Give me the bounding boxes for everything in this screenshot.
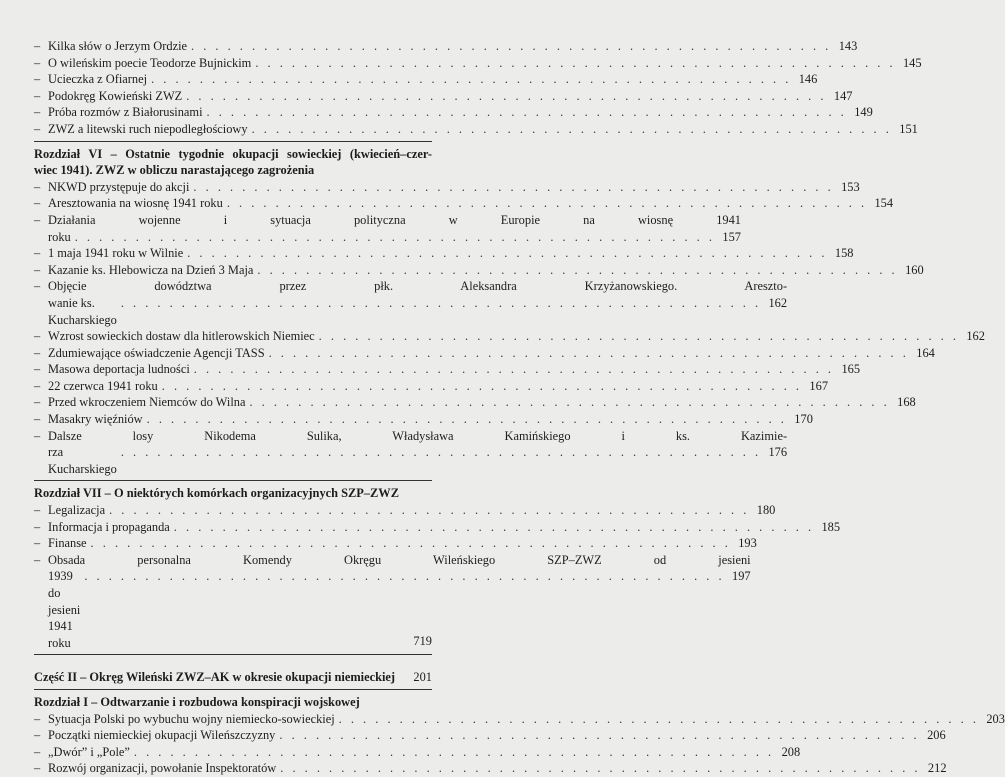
entry-page-number: 206 bbox=[927, 728, 946, 743]
page-number: 719 bbox=[413, 634, 432, 648]
part-page-number: 201 bbox=[413, 670, 432, 685]
entry-page-number: 168 bbox=[897, 395, 916, 410]
dot-leader: . . . . . . . . . . . . . . . . . . . . . . . . . . . . . . . . . . . . . . . . . . . . . . . . . . . . . bbox=[187, 246, 828, 261]
dot-leader: . . . . . . . . . . . . . . . . . . . . . . . . . . . . . . . . . . . . . . . . . . . . . . . . . . . . . bbox=[173, 519, 815, 534]
entry-page-number: 162 bbox=[966, 329, 985, 344]
entry-dash: – bbox=[34, 212, 41, 227]
entry-title: NKWD przystępuje do akcji bbox=[48, 179, 190, 194]
dot-leader: . . . . . . . . . . . . . . . . . . . . . . . . . . . . . . . . . . . . . . . . . . . . . . . . . . . . . bbox=[120, 295, 762, 310]
entry-title: Próba rozmów z Białorusinami bbox=[48, 105, 203, 120]
dot-leader: . . . . . . . . . . . . . . . . . . . . . . . . . . . . . . . . . . . . . . . . . . . . . . . . . . . . . bbox=[161, 378, 803, 393]
entry-title-line2: 1939 do jesieni 1941 roku bbox=[48, 569, 81, 650]
entry-dash: – bbox=[34, 378, 41, 393]
entry-title: Rozwój organizacji, powołanie Inspektoratów bbox=[48, 761, 277, 776]
entry-title: 22 czerwca 1941 roku bbox=[48, 378, 158, 393]
entry-title: Aresztowania na wiosnę 1941 roku bbox=[48, 196, 223, 211]
entry-dash: – bbox=[34, 519, 41, 534]
entry-title-line2: rza Kucharskiego bbox=[48, 445, 117, 476]
dot-leader: . . . . . . . . . . . . . . . . . . . . . . . . . . . . . . . . . . . . . . . . . . . . . . . . . . . . . bbox=[193, 179, 834, 194]
toc-entry bbox=[34, 278, 788, 328]
section-divider bbox=[34, 141, 432, 142]
entry-title: Kilka słów o Jerzym Ordzie bbox=[48, 39, 188, 53]
toc-entry bbox=[34, 727, 946, 744]
toc-entry bbox=[34, 760, 947, 777]
entry-page-number: 145 bbox=[902, 55, 922, 70]
dot-leader: . . . . . . . . . . . . . . . . . . . . . . . . . . . . . . . . . . . . . . . . . . . . . . . . . . . . . bbox=[226, 196, 868, 211]
dot-leader: . . . . . . . . . . . . . . . . . . . . . . . . . . . . . . . . . . . . . . . . . . . . . . . . . . . . . bbox=[146, 412, 787, 427]
toc-entry bbox=[34, 121, 918, 138]
dot-leader: . . . . . . . . . . . . . . . . . . . . . . . . . . . . . . . . . . . . . . . . . . . . . . . . . . . . . bbox=[151, 72, 792, 87]
entry-page-number: 160 bbox=[905, 262, 924, 277]
chapter6-entries-c bbox=[34, 328, 985, 428]
toc-entry bbox=[34, 378, 829, 395]
entry-page-number: 208 bbox=[781, 744, 801, 759]
toc-entry bbox=[34, 744, 801, 761]
toc-entry bbox=[34, 88, 853, 105]
entry-page-number: 170 bbox=[794, 412, 813, 427]
entry-title: Finanse bbox=[48, 536, 87, 551]
dot-leader: . . . . . . . . . . . . . . . . . . . . . . . . . . . . . . . . . . . . . . . . . . . . . . . . . . . . . bbox=[279, 728, 920, 743]
entry-page-number: 147 bbox=[833, 88, 853, 103]
toc-entry bbox=[34, 552, 751, 652]
entry-dash: – bbox=[34, 428, 41, 443]
entry-page-number: 176 bbox=[768, 445, 788, 460]
dot-leader: . . . . . . . . . . . . . . . . . . . . . . . . . . . . . . . . . . . . . . . . . . . . . . . . . . . . . bbox=[251, 121, 892, 136]
entry-title: O wileńskim poecie Teodorze Bujnickim bbox=[48, 55, 252, 70]
dot-leader: . . . . . . . . . . . . . . . . . . . . . . . . . . . . . . . . . . . . . . . . . . . . . . . . . . . . . bbox=[193, 362, 835, 377]
entry-dash: – bbox=[34, 744, 41, 759]
entry-dash: – bbox=[34, 503, 41, 518]
toc-entry bbox=[34, 55, 922, 72]
toc-entry bbox=[34, 262, 924, 279]
entry-page-number: 151 bbox=[899, 121, 918, 136]
entry-dash: – bbox=[34, 88, 41, 103]
section-divider bbox=[34, 654, 432, 655]
entry-dash: – bbox=[34, 552, 41, 567]
entry-title: Ucieczka z Ofiarnej bbox=[48, 72, 148, 87]
toc-entry bbox=[34, 411, 813, 428]
section-divider bbox=[34, 689, 432, 690]
dot-leader: . . . . . . . . . . . . . . . . . . . . . . . . . . . . . . . . . . . . . . . . . . . . . . . . . . . . . bbox=[109, 503, 750, 518]
toc-entry bbox=[34, 212, 741, 245]
entry-title-line1: Obsada personalna Komendy Okręgu Wileńskiego SZP–ZWZ od jesieni bbox=[48, 552, 751, 567]
entry-title: Legalizacja bbox=[48, 503, 106, 518]
chapter-heading-1 bbox=[34, 694, 432, 711]
entry-dash: – bbox=[34, 728, 41, 743]
entry-page-number: 162 bbox=[768, 295, 788, 310]
table-of-contents bbox=[34, 38, 1005, 777]
toc-entry bbox=[34, 428, 788, 478]
entry-dash: – bbox=[34, 711, 41, 726]
dot-leader: . . . . . . . . . . . . . . . . . . . . . . . . . . . . . . . . . . . . . . . . . . . . . . . . . . . . . bbox=[74, 229, 715, 244]
spacer bbox=[34, 659, 432, 669]
part-heading-2 bbox=[34, 669, 432, 686]
entry-title: Początki niemieckiej okupacji Wileńszczyzny bbox=[48, 728, 276, 743]
entry-title: Masakry więźniów bbox=[48, 412, 143, 427]
entry-title: Zdumiewające oświadczenie Agencji TASS bbox=[48, 345, 265, 360]
entry-title: ZWZ a litewski ruch niepodległościowy bbox=[48, 121, 248, 136]
dot-leader: . . . . . . . . . . . . . . . . . . . . . . . . . . . . . . . . . . . . . . . . . . . . . . . . . . . . . bbox=[249, 395, 890, 410]
entry-page-number: 197 bbox=[732, 569, 751, 584]
entry-title-line2: wanie ks. Kucharskiego bbox=[48, 295, 117, 327]
entry-title: Przed wkroczeniem Niemców do Wilna bbox=[48, 395, 246, 410]
toc-entry bbox=[34, 38, 858, 55]
toc-entry bbox=[34, 345, 935, 362]
toc-entry bbox=[34, 179, 860, 196]
dot-leader: . . . . . . . . . . . . . . . . . . . . . . . . . . . . . . . . . . . . . . . . . . . . . . . . . . . . . bbox=[206, 105, 847, 120]
entry-page-number: 153 bbox=[841, 179, 860, 194]
entry-dash: – bbox=[34, 121, 41, 136]
dot-leader: . . . . . . . . . . . . . . . . . . . . . . . . . . . . . . . . . . . . . . . . . . . . . . . . . . . . . bbox=[84, 569, 725, 584]
entry-page-number: 212 bbox=[927, 761, 947, 776]
toc-entry bbox=[34, 245, 854, 262]
chapter-title-line1: Rozdział VI – Ostatnie tygodnie okupacji sowieckiej (kwiecień–czer- bbox=[34, 146, 432, 161]
dot-leader: . . . . . . . . . . . . . . . . . . . . . . . . . . . . . . . . . . . . . . . . . . . . . . . . . . . . . bbox=[133, 744, 775, 759]
entry-dash: – bbox=[34, 412, 41, 427]
entry-dash: – bbox=[34, 72, 41, 87]
toc-entry bbox=[34, 535, 757, 552]
entry-page-number: 193 bbox=[738, 536, 757, 551]
entry-dash: – bbox=[34, 55, 41, 70]
entry-dash: – bbox=[34, 39, 41, 53]
entry-dash: – bbox=[34, 536, 41, 551]
chapter6-entries-a bbox=[34, 179, 894, 212]
entry-page-number: 167 bbox=[809, 378, 829, 393]
dot-leader: . . . . . . . . . . . . . . . . . . . . . . . . . . . . . . . . . . . . . . . . . . . . . . . . . . . . . bbox=[186, 88, 827, 103]
part-title: Część II – Okręg Wileński ZWZ–AK w okresie okupacji niemieckiej bbox=[34, 670, 396, 685]
entry-page-number: 146 bbox=[798, 72, 818, 87]
entry-page-number: 158 bbox=[834, 246, 854, 261]
entry-dash: – bbox=[34, 395, 41, 410]
chapter7-entries bbox=[34, 502, 841, 552]
entry-page-number: 143 bbox=[838, 39, 858, 53]
entry-dash: – bbox=[34, 246, 41, 261]
entry-dash: – bbox=[34, 105, 41, 120]
entry-title-line2: roku bbox=[48, 229, 71, 244]
entry-page-number: 165 bbox=[841, 362, 861, 377]
entry-title-line1: Działania wojenne i sytuacja polityczna w Europie na wiosnę 1941 bbox=[48, 212, 741, 227]
chapter-title-line2: wiec 1941). ZWZ w obliczu narastającego zagrożenia bbox=[34, 163, 315, 178]
toc-entry bbox=[34, 195, 894, 212]
toc-entry bbox=[34, 71, 818, 88]
entry-title: Wzrost sowieckich dostaw dla hitlerowskich Niemiec bbox=[48, 329, 315, 344]
dot-leader: . . . . . . . . . . . . . . . . . . . . . . . . . . . . . . . . . . . . . . . . . . . . . . . . . . . . . bbox=[120, 445, 762, 460]
entry-title-line1: Objęcie dowództwa przez płk. Aleksandra Krzyżanowskiego. Areszto- bbox=[48, 279, 788, 294]
entry-page-number: 157 bbox=[722, 229, 741, 244]
dot-leader: . . . . . . . . . . . . . . . . . . . . . . . . . . . . . . . . . . . . . . . . . . . . . . . . . . . . . bbox=[255, 55, 896, 70]
entry-title: Masowa deportacja ludności bbox=[48, 362, 190, 377]
dot-leader: . . . . . . . . . . . . . . . . . . . . . . . . . . . . . . . . . . . . . . . . . . . . . . . . . . . . . bbox=[318, 329, 959, 344]
chapter-title: Rozdział I – Odtwarzanie i rozbudowa konspiracji wojskowej bbox=[34, 694, 360, 709]
chapter-heading-7 bbox=[34, 485, 432, 502]
entry-page-number: 185 bbox=[821, 519, 841, 534]
toc-entry bbox=[34, 519, 841, 536]
toc-entry bbox=[34, 104, 873, 121]
entry-page-number: 154 bbox=[874, 196, 894, 211]
chapter6-entries-b bbox=[34, 245, 924, 278]
entry-page-number: 164 bbox=[916, 345, 935, 360]
entry-dash: – bbox=[34, 279, 41, 294]
entry-title: Informacja i propaganda bbox=[48, 519, 170, 534]
top-entries bbox=[34, 38, 922, 138]
entry-title-line1: Dalsze losy Nikodema Sulika, Władysława Kamińskiego i ks. Kazimie- bbox=[48, 428, 788, 443]
dot-leader: . . . . . . . . . . . . . . . . . . . . . . . . . . . . . . . . . . . . . . . . . . . . . . . . . . . . . bbox=[280, 761, 921, 776]
entry-title: „Dwór” i „Pole” bbox=[48, 744, 130, 759]
entry-dash: – bbox=[34, 329, 41, 344]
entry-dash: – bbox=[34, 345, 41, 360]
dot-leader: . . . . . . . . . . . . . . . . . . . . . . . . . . . . . . . . . . . . . . . . . . . . . . . . . . . . . bbox=[338, 711, 979, 726]
entry-dash: – bbox=[34, 362, 41, 377]
entry-title: Kazanie ks. Hlebowicza na Dzień 3 Maja bbox=[48, 262, 254, 277]
entry-title: Sytuacja Polski po wybuchu wojny niemiecko-sowieckiej bbox=[48, 711, 335, 726]
toc-entry bbox=[34, 711, 1005, 728]
entry-dash: – bbox=[34, 262, 41, 277]
toc-entry bbox=[34, 502, 776, 519]
dot-leader: . . . . . . . . . . . . . . . . . . . . . . . . . . . . . . . . . . . . . . . . . . . . . . . . . . . . . bbox=[257, 262, 898, 277]
toc-entry bbox=[34, 328, 985, 345]
dot-leader: . . . . . . . . . . . . . . . . . . . . . . . . . . . . . . . . . . . . . . . . . . . . . . . . . . . . . bbox=[191, 39, 832, 53]
entry-page-number: 180 bbox=[756, 503, 776, 518]
entry-page-number: 149 bbox=[854, 105, 873, 120]
entry-dash: – bbox=[34, 761, 41, 776]
section-divider bbox=[34, 480, 432, 481]
entry-page-number: 203 bbox=[986, 711, 1005, 726]
dot-leader: . . . . . . . . . . . . . . . . . . . . . . . . . . . . . . . . . . . . . . . . . . . . . . . . . . . . . bbox=[90, 536, 731, 551]
entry-dash: – bbox=[34, 179, 41, 194]
chapter1-entries bbox=[34, 711, 1005, 777]
entry-dash: – bbox=[34, 196, 41, 211]
dot-leader: . . . . . . . . . . . . . . . . . . . . . . . . . . . . . . . . . . . . . . . . . . . . . . . . . . . . . bbox=[268, 345, 909, 360]
toc-entry bbox=[34, 394, 916, 411]
toc-entry bbox=[34, 361, 861, 378]
entry-title: Podokręg Kowieński ZWZ bbox=[48, 88, 183, 103]
entry-title: 1 maja 1941 roku w Wilnie bbox=[48, 246, 184, 261]
chapter-heading-6 bbox=[34, 146, 432, 179]
chapter-title: Rozdział VII – O niektórych komórkach organizacyjnych SZP–ZWZ bbox=[34, 486, 399, 501]
